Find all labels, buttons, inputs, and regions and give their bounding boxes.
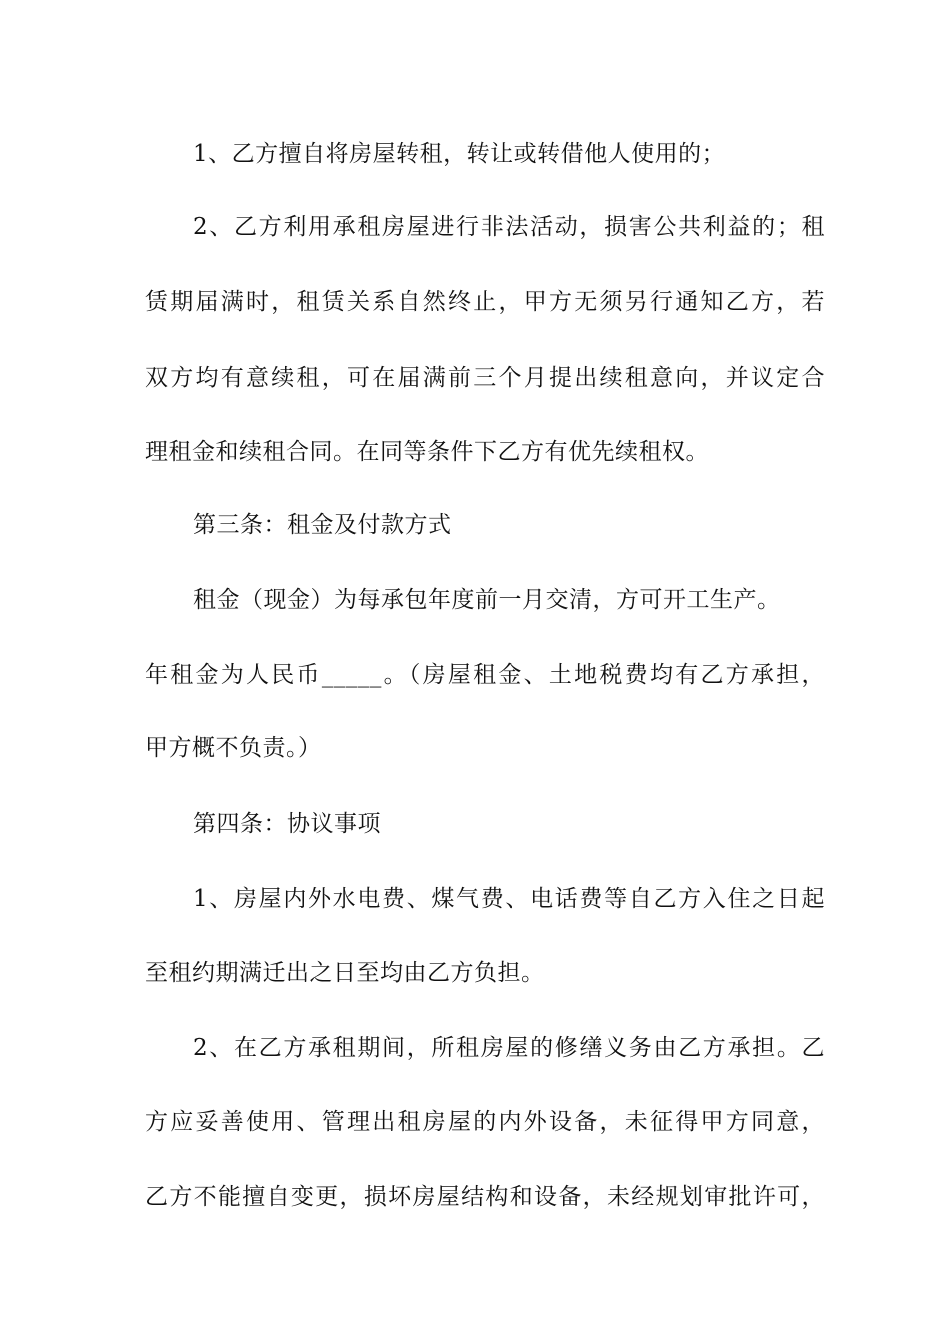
section-heading: 第三条：租金及付款方式 xyxy=(193,512,452,538)
paragraph-line: 1、房屋内外水电费、煤气费、电话费等自乙方入住之日起 xyxy=(193,886,825,912)
paragraph-line: 乙方不能擅自变更，损坏房屋结构和设备，未经规划审批许可， xyxy=(145,1184,825,1210)
paragraph-line: 甲方概不负责。） xyxy=(145,735,322,761)
paragraph-line: 1、乙方擅自将房屋转租，转让或转借他人使用的； xyxy=(193,141,726,167)
paragraph-line: 2、乙方利用承租房屋进行非法活动，损害公共利益的；租 xyxy=(193,214,825,240)
paragraph-line: 赁期届满时，租赁关系自然终止，甲方无须另行通知乙方，若 xyxy=(145,289,825,315)
paragraph-line: 租金（现金）为每承包年度前一月交清，方可开工生产。 xyxy=(193,587,781,613)
paragraph-line: 2、在乙方承租期间，所租房屋的修缮义务由乙方承担。乙 xyxy=(193,1035,825,1061)
paragraph-line: 至租约期满迁出之日至均由乙方负担。 xyxy=(145,960,545,986)
section-heading: 第四条：协议事项 xyxy=(193,811,381,837)
paragraph-line: 方应妥善使用、管理出租房屋的内外设备，未征得甲方同意， xyxy=(145,1109,825,1135)
paragraph-line: 双方均有意续租，可在届满前三个月提出续租意向，并议定合 xyxy=(145,365,825,391)
paragraph-line: 理租金和续租合同。在同等条件下乙方有优先续租权。 xyxy=(145,439,709,465)
paragraph-line: 年租金为人民币_____。（房屋租金、土地税费均有乙方承担， xyxy=(145,662,825,688)
